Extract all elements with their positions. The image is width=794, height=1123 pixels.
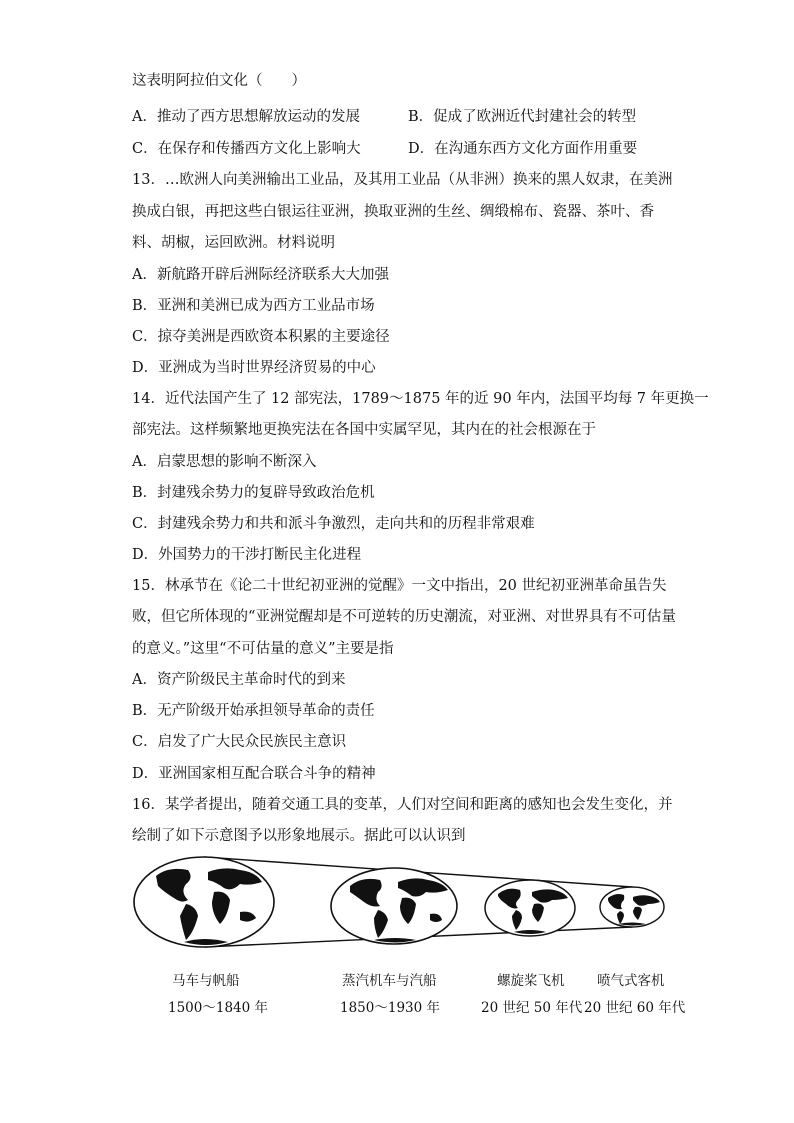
- q13-stem-line-2: 换成白银，再把这些白银运往亚洲，换取亚洲的生丝、绸缎棉布、瓷器、茶叶、香: [132, 204, 654, 220]
- caption-period-4: 20 世纪 60 年代: [584, 1000, 686, 1016]
- globe-large-icon: [134, 857, 274, 947]
- q12-stem-tail: 这表明阿拉伯文化（ ）: [132, 73, 306, 89]
- q12-option-d[interactable]: D．在沟通东西方文化方面作用重要: [408, 141, 638, 157]
- q12-option-c[interactable]: C．在保存和传播西方文化上影响大: [132, 141, 361, 157]
- q15-option-c[interactable]: C．启发了广大民众民族民主意识: [132, 734, 347, 750]
- q14-stem-line-1: 14．近代法国产生了 12 部宪法，1789～1875 年的近 90 年内，法国平均每 7 年更换一: [132, 391, 709, 407]
- caption-vehicle-2: 蒸汽机车与汽船: [342, 973, 437, 989]
- q16-stem-line-1: 16．某学者提出，随着交通工具的变革，人们对空间和距离的感知也会发生变化，并: [132, 797, 673, 813]
- q13-option-a[interactable]: A．新航路开辟后洲际经济联系大大加强: [132, 267, 389, 283]
- q13-stem-line-1: 13．…欧洲人向美洲输出工业品，及其用工业品（从非洲）换来的黑人奴隶，在美洲: [132, 172, 673, 188]
- q12-option-b[interactable]: B．促成了欧洲近代封建社会的转型: [408, 109, 637, 125]
- q15-option-d[interactable]: D．亚洲国家相互配合联合斗争的精神: [132, 766, 376, 782]
- caption-vehicle-3: 螺旋桨飞机: [497, 973, 565, 989]
- q13-option-c[interactable]: C．掠夺美洲是西欧资本积累的主要途径: [132, 329, 390, 345]
- q14-option-d[interactable]: D．外国势力的干涉打断民主化进程: [132, 547, 362, 563]
- globe-small-icon: [485, 880, 575, 936]
- q15-option-b[interactable]: B．无产阶级开始承担领导革命的责任: [132, 703, 375, 719]
- q15-stem-line-1: 15．林承节在《论二十世纪初亚洲的觉醒》一文中指出，20 世纪初亚洲革命虽告失: [132, 578, 667, 594]
- q13-option-b[interactable]: B．亚洲和美洲已成为西方工业品市场: [132, 298, 375, 314]
- q14-option-a[interactable]: A．启蒙思想的影响不断深入: [132, 454, 317, 470]
- q15-stem-line-3: 的意义。”这里“不可估量的意义”主要是指: [132, 641, 394, 657]
- q14-option-c[interactable]: C．封建残余势力和共和派斗争激烈，走向共和的历程非常艰难: [132, 516, 535, 532]
- q16-stem-line-2: 绘制了如下示意图予以形象地展示。据此可以认识到: [132, 828, 466, 844]
- q15-stem-line-2: 败，但它所体现的“亚洲觉醒却是不可逆转的历史潮流，对亚洲、对世界具有不可估量: [132, 609, 676, 625]
- q14-stem-line-2: 部宪法。这样频繁地更换宪法在各国中实属罕见，其内在的社会根源在于: [132, 422, 596, 438]
- q14-option-b[interactable]: B．封建残余势力的复辟导致政治危机: [132, 485, 375, 501]
- caption-vehicle-4: 喷气式客机: [597, 973, 665, 989]
- caption-vehicle-1: 马车与帆船: [172, 973, 240, 989]
- q12-option-a[interactable]: A．推动了西方思想解放运动的发展: [132, 109, 360, 125]
- caption-period-2: 1850～1930 年: [340, 1000, 441, 1016]
- shrinking-world-figure: [128, 852, 668, 952]
- q13-option-d[interactable]: D．亚洲成为当时世界经济贸易的中心: [132, 360, 376, 376]
- globe-smallest-icon: [600, 887, 664, 927]
- caption-period-1: 1500～1840 年: [168, 1000, 269, 1016]
- caption-period-3: 20 世纪 50 年代: [481, 1000, 583, 1016]
- q15-option-a[interactable]: A．资产阶级民主革命时代的到来: [132, 672, 346, 688]
- q13-stem-line-3: 料、胡椒，运回欧洲。材料说明: [132, 235, 335, 251]
- globe-medium-icon: [331, 868, 457, 944]
